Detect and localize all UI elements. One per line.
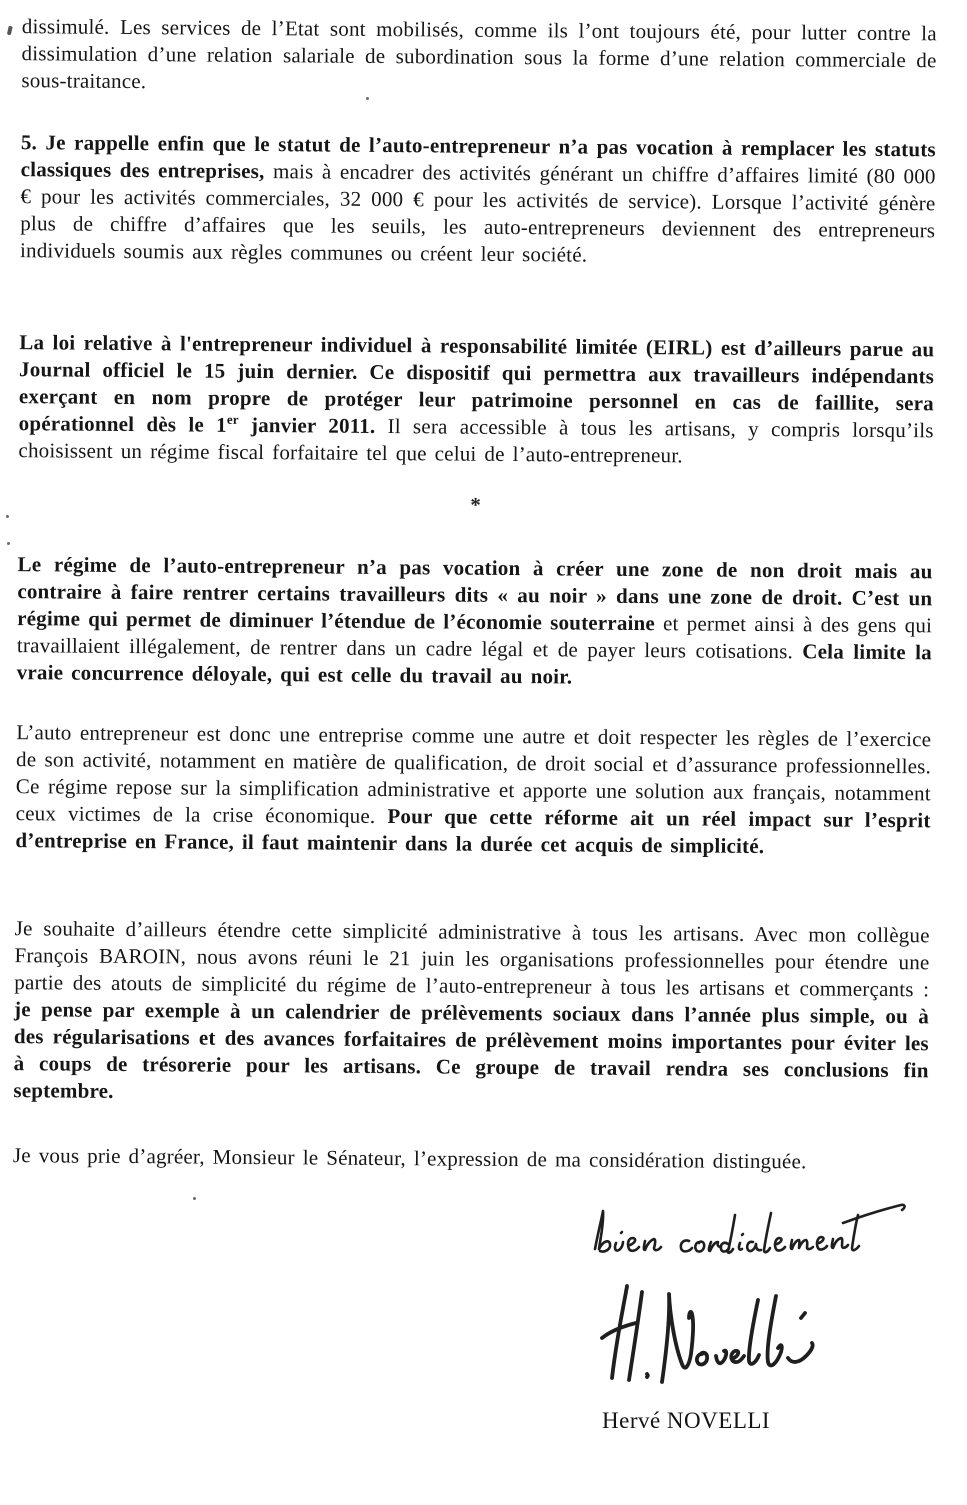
text-segment: L’auto entrepreneur est donc une entreprise comme une autre et doit respecter les règles de l’exercice de son activité, notamment en matière de qualification, de droit social et d’assurance professionnelles. Ce régime repose sur la simplification administrative et apporte une solution aux français, notamment ceux victimes de la crise économique.	[15, 720, 932, 829]
superscript-er: er	[226, 411, 239, 427]
text-segment-bold: Le régime de l’auto-entrepreneur n’a pas vocation à créer une zone de non droit mais au contraire à faire rentrer certains travailleurs dits « au noir » dans une zone de droit. C’est un régime qui permet de diminuer l’étendue de l’économie souterraine	[17, 552, 933, 636]
text-segment-bold: 5. Je rappelle enfin que le statut de l’auto-entrepreneur n’a pas vocation à remplacer les statuts classiques des entreprises,	[20, 130, 936, 184]
handwritten-closing-icon	[585, 1197, 910, 1273]
text-segment: Je vous prie d’agréer, Monsieur le Sénateur, l’expression de ma considération distinguée.	[12, 1143, 807, 1174]
scan-artifact	[6, 515, 9, 518]
asterisk-separator: *	[470, 492, 481, 517]
text-segment-bold: Cela limite la vraie concurrence déloyale, qui est celle du travail au noir.	[16, 639, 933, 689]
text-segment-bold: je pense par exemple à un calendrier de prélèvements sociaux dans l’année plus simple, ou à des régularisations et des avances forfaitaires de prélèvement moins importantes pour éviter les à coups de trésorerie pour les artisans. Ce groupe de travail rendra ses conclusions fin septembre.	[13, 997, 930, 1103]
text-segment: dissimulé. Les services de l’Etat sont mobilisés, comme ils l’ont toujours été, pour lutter contre la dissimulation d’une relation salariale de subordination sous la forme d’une relation commerciale de sous-traitance.	[21, 14, 937, 94]
scan-artifact	[366, 97, 369, 100]
text-segment-bold: La loi relative à l'entrepreneur individuel à responsabilité limitée (EIRL) est d’ailleurs parue au Journal officiel le 15 juin dernier. Ce dispositif qui permettra aux travailleurs indépendants exerçant en nom propre de protéger leur patrimoine personnel en cas de faillite, sera opérationnel dès le 1	[18, 330, 935, 437]
text-segment: Je souhaite d’ailleurs étendre cette simplicité administrative à tous les artisans. Avec mon collègue François BAROIN, nous avons réuni le 21 juin les organisations professionnelles pour étendre une partie des atouts de simplicité du régime de l’auto-entrepreneur à tous les artisans et commerçants :	[14, 916, 930, 1002]
text-segment: et permet ainsi à des gens qui travaillaient illégalement, de rentrer dans un cadre légal et de payer leurs cotisations.	[16, 611, 933, 664]
text-segment-bold: janvier 2011.	[238, 412, 376, 438]
scan-artifact	[7, 542, 10, 545]
typed-signatory-name: Hervé NOVELLI	[602, 1408, 771, 1433]
text-segment-bold: Pour que cette réforme ait un réel impact sur l’esprit d’entreprise en France, il faut maintenir dans la durée cet acquis de simplicité.	[15, 804, 931, 859]
text-segment: mais à encadrer des activités générant un chiffre d’affaires limité (80 000 € pour les activités commerciales, 32 000 € pour les activités de service). Lorsque l’activité génère plus de chiffre d’affaires que les seuils, les auto-entrepreneurs deviennent des entrepreneurs individuels soumis aux règles communes ou créent leur société.	[19, 159, 936, 267]
text-segment: Il sera accessible à tous les artisans, y compris lorsqu’ils choisissent un régime fiscal forfaitaire tel que celui de l’auto-entrepreneur.	[18, 413, 934, 468]
scan-artifact	[193, 1197, 196, 1200]
handwritten-signature-icon	[588, 1266, 823, 1404]
